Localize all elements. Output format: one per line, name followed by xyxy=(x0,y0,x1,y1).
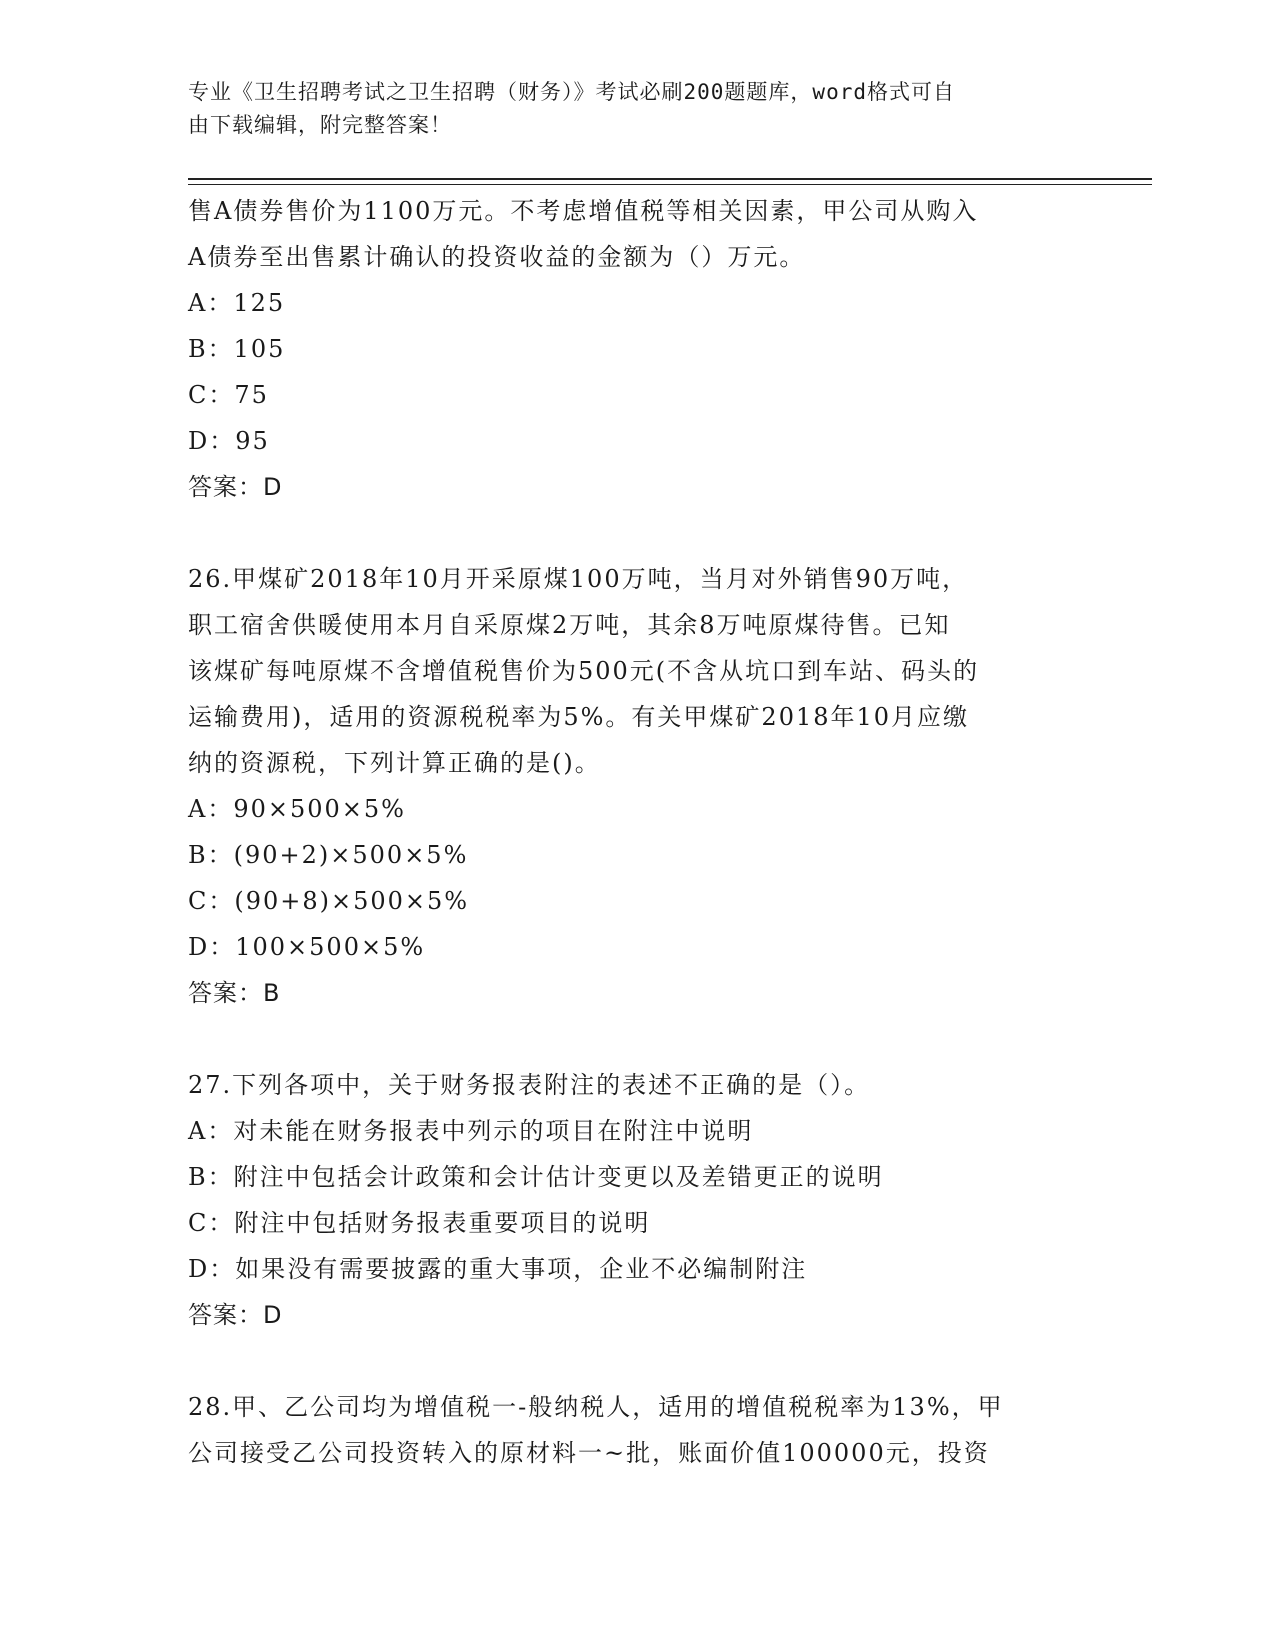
header-rule-thin xyxy=(188,184,1152,185)
header-line-2: 由下载编辑，附完整答案！ xyxy=(188,113,452,137)
document-header xyxy=(188,76,1088,142)
answer: 答案：D xyxy=(188,473,283,501)
option-a: A：90×500×5% xyxy=(188,795,406,823)
question-text-line: 该煤矿每吨原煤不含增值税售价为500元(不含从坑口到车站、码头的 xyxy=(188,657,980,685)
option-b: B：附注中包括会计政策和会计估计变更以及差错更正的说明 xyxy=(188,1163,884,1191)
option-c: C：(90+8)×500×5% xyxy=(188,887,470,915)
answer: 答案：B xyxy=(188,979,281,1007)
option-a: A：125 xyxy=(188,289,286,317)
option-c: C：75 xyxy=(188,381,269,409)
header-line-1: 专业《卫生招聘考试之卫生招聘（财务）》考试必刷200题题库，word格式可自 xyxy=(188,80,955,104)
answer: 答案：D xyxy=(188,1301,283,1329)
question-text-line: 公司接受乙公司投资转入的原材料一~批，账面价值100000元，投资 xyxy=(188,1439,990,1467)
question-text-line: 职工宿舍供暖使用本月自采原煤2万吨，其余8万吨原煤待售。已知 xyxy=(188,611,951,639)
question-text-line: 售A债券售价为1100万元。不考虑增值税等相关因素，甲公司从购入 xyxy=(188,197,979,225)
question-text-line: 26.甲煤矿2018年10月开采原煤100万吨，当月对外销售90万吨， xyxy=(188,565,969,593)
question-28 xyxy=(188,1384,1088,1476)
question-text-line: 28.甲、乙公司均为增值税一-般纳税人，适用的增值税税率为13%，甲 xyxy=(188,1393,1004,1421)
option-d: D：100×500×5% xyxy=(188,933,426,961)
question-25 xyxy=(188,188,1088,510)
option-b: B：105 xyxy=(188,335,286,363)
question-text-line: 纳的资源税，下列计算正确的是()。 xyxy=(188,749,601,777)
option-c: C：附注中包括财务报表重要项目的说明 xyxy=(188,1209,651,1237)
question-text-line: 运输费用)，适用的资源税税率为5%。有关甲煤矿2018年10月应缴 xyxy=(188,703,970,731)
option-b: B：(90+2)×500×5% xyxy=(188,841,469,869)
question-text-line: 27.下列各项中，关于财务报表附注的表述不正确的是（）。 xyxy=(188,1071,871,1099)
question-text-line: A债券至出售累计确认的投资收益的金额为（）万元。 xyxy=(188,243,806,271)
document-body xyxy=(188,188,1088,1476)
header-rule-thick xyxy=(188,178,1152,180)
option-d: D：95 xyxy=(188,427,270,455)
question-26 xyxy=(188,556,1088,1016)
question-27 xyxy=(188,1062,1088,1338)
option-d: D：如果没有需要披露的重大事项，企业不必编制附注 xyxy=(188,1255,808,1283)
option-a: A：对未能在财务报表中列示的项目在附注中说明 xyxy=(188,1117,754,1145)
